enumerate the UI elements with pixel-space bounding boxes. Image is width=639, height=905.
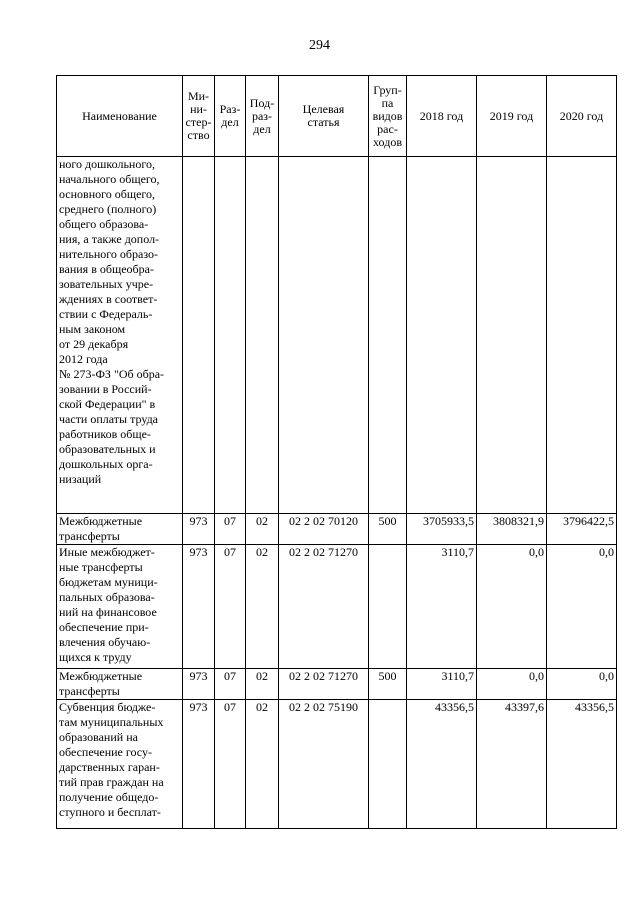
row-ministry: 973 bbox=[183, 514, 215, 545]
row-section: 07 bbox=[215, 545, 246, 669]
row-ministry: 973 bbox=[183, 700, 215, 829]
row-name: Субвенция бюдже- там муниципальных образований на обеспечение госу- дарственных гаран- тий прав граждан на получение общедо- ступного и бесплат- bbox=[57, 700, 183, 829]
row-target bbox=[279, 157, 369, 514]
row-target: 02 2 02 70120 bbox=[279, 514, 369, 545]
row-section bbox=[215, 157, 246, 514]
row-2020: 0,0 bbox=[547, 545, 617, 669]
row-subsection: 02 bbox=[246, 700, 279, 829]
table-row bbox=[57, 545, 617, 669]
row-2019: 0,0 bbox=[477, 669, 547, 700]
header-row bbox=[57, 76, 617, 157]
row-section: 07 bbox=[215, 700, 246, 829]
row-2020: 0,0 bbox=[547, 669, 617, 700]
row-2019: 0,0 bbox=[477, 545, 547, 669]
header-subsection: Под- раз- дел bbox=[246, 76, 279, 157]
header-ministry: Ми- ни- стер- ство bbox=[183, 76, 215, 157]
row-section: 07 bbox=[215, 669, 246, 700]
table-row bbox=[57, 157, 617, 514]
row-expense-group bbox=[369, 545, 407, 669]
table-row bbox=[57, 700, 617, 829]
table-row bbox=[57, 669, 617, 700]
row-target: 02 2 02 75190 bbox=[279, 700, 369, 829]
page-number: 294 bbox=[309, 38, 330, 53]
row-subsection bbox=[246, 157, 279, 514]
row-expense-group: 500 bbox=[369, 669, 407, 700]
row-subsection: 02 bbox=[246, 669, 279, 700]
row-target: 02 2 02 71270 bbox=[279, 545, 369, 669]
row-name: Межбюджетные трансферты bbox=[57, 669, 183, 700]
header-2020: 2020 год bbox=[547, 76, 617, 157]
row-ministry: 973 bbox=[183, 669, 215, 700]
row-2018: 3110,7 bbox=[407, 545, 477, 669]
header-2018: 2018 год bbox=[407, 76, 477, 157]
header-expense-group: Груп- па видов рас- ходов bbox=[369, 76, 407, 157]
row-2019: 43397,6 bbox=[477, 700, 547, 829]
row-expense-group bbox=[369, 157, 407, 514]
row-name: Иные межбюджет- ные трансферты бюджетам муници- пальных образова- ний на финансовое обеспечение при- влечения обучаю- щихся к труду bbox=[57, 545, 183, 669]
row-2018: 3705933,5 bbox=[407, 514, 477, 545]
row-name: ного дошкольного, начального общего, основного общего, среднего (полного) общего образова- ния, а также допол- нительного образо- вания в общеобра- зовательных учре- ждениях в соответ- ствии с Федераль- ным законом от 29 декабря 2012 года № 273-ФЗ "Об обра- зовании в Россий- ской Федерации" в части оплаты труда работников обще- образовательных и дошкольных орга- низаций bbox=[57, 157, 183, 514]
row-name: Межбюджетные трансферты bbox=[57, 514, 183, 545]
row-subsection: 02 bbox=[246, 514, 279, 545]
table-row bbox=[57, 514, 617, 545]
row-ministry: 973 bbox=[183, 545, 215, 669]
row-expense-group: 500 bbox=[369, 514, 407, 545]
row-ministry bbox=[183, 157, 215, 514]
row-2019 bbox=[477, 157, 547, 514]
row-2019: 3808321,9 bbox=[477, 514, 547, 545]
row-2020: 43356,5 bbox=[547, 700, 617, 829]
row-2020 bbox=[547, 157, 617, 514]
header-section: Раз- дел bbox=[215, 76, 246, 157]
header-name: Наименование bbox=[57, 76, 183, 157]
header-2019: 2019 год bbox=[477, 76, 547, 157]
row-2018 bbox=[407, 157, 477, 514]
row-target: 02 2 02 71270 bbox=[279, 669, 369, 700]
budget-table bbox=[56, 75, 617, 829]
row-2018: 3110,7 bbox=[407, 669, 477, 700]
row-subsection: 02 bbox=[246, 545, 279, 669]
row-2020: 3796422,5 bbox=[547, 514, 617, 545]
row-section: 07 bbox=[215, 514, 246, 545]
row-2018: 43356,5 bbox=[407, 700, 477, 829]
header-target: Целевая статья bbox=[279, 76, 369, 157]
row-expense-group bbox=[369, 700, 407, 829]
